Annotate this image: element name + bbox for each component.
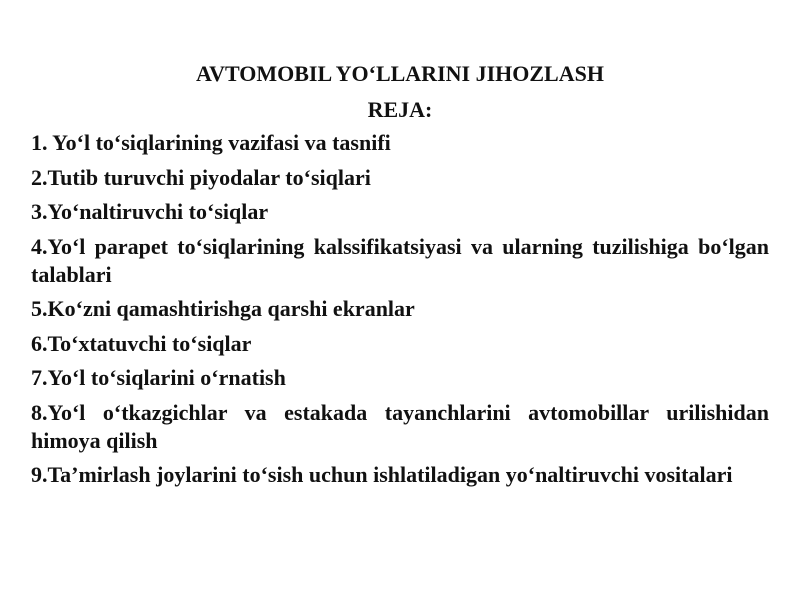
plan-item-9: 9.Ta’mirlash joylarini to‘sish uchun ishlatiladigan yo‘naltiruvchi vositalari — [31, 462, 733, 487]
plan-item-5: 5.Ko‘zni qamashtirishga qarshi ekranlar — [31, 296, 415, 321]
plan-list — [31, 129, 769, 496]
plan-item-4: 4.Yo‘l parapet to‘siqlarining kalssifikatsiyasi va ularning tuzilishiga bo‘lgan talablari — [31, 233, 769, 287]
slide-title: AVTOMOBIL YO‘LLARINI JIHOZLASH — [196, 61, 604, 86]
plan-item-6: 6.To‘xtatuvchi to‘siqlar — [31, 330, 252, 356]
plan-item-2: 2.Tutib turuvchi piyodalar to‘siqlari — [31, 164, 371, 190]
plan-item-7: 7.Yo‘l to‘siqlarini o‘rnatish — [31, 365, 286, 390]
plan-item-8: 8.Yo‘l o‘tkazgichlar va estakada tayanchlarini avtomobillar urilishidan himoya qilish — [31, 399, 769, 453]
plan-heading: REJA: — [367, 97, 433, 122]
plan-item-1: 1. Yo‘l to‘siqlarining vazifasi va tasnifi — [31, 130, 391, 155]
plan-item-3: 3.Yo‘naltiruvchi to‘siqlar — [31, 199, 269, 224]
